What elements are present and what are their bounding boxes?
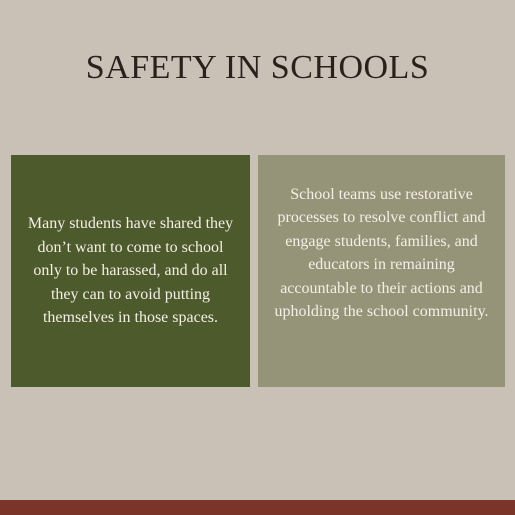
page-title: SAFETY IN SCHOOLS	[85, 49, 430, 86]
restorative-card	[258, 155, 505, 387]
harassment-card	[11, 155, 250, 387]
restorative-card-text: School teams use restorative processes to resolve conflict and engage students, families, and educators in remaining accountable to their actions and upholding the school community.	[274, 185, 489, 320]
bottom-accent-bar	[0, 500, 515, 515]
harassment-card-text: Many students have shared they don’t want to come to school only to be harassed, and do all they can to avoid putting themselves in those spaces.	[27, 215, 234, 327]
